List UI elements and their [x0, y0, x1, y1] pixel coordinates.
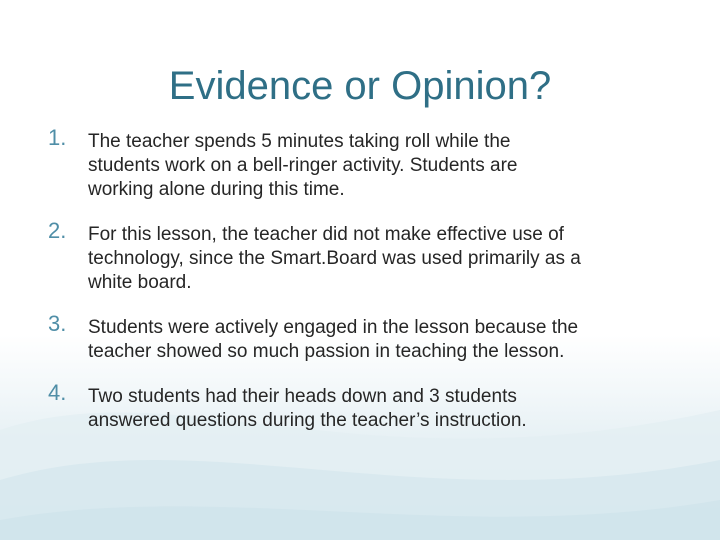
item-number: 2. [48, 218, 67, 243]
item-text [88, 223, 678, 295]
item-text-line: Students were actively engaged in the lesson because the [88, 317, 579, 338]
item-text [88, 130, 678, 202]
item-text-line: white board. [88, 272, 192, 293]
question-list [48, 125, 678, 454]
list-item [48, 311, 678, 364]
item-text-line: answered questions during the teacher’s instruction. [88, 410, 527, 431]
item-text-line: working alone during this time. [88, 179, 345, 200]
item-text-line: Two students had their heads down and 3 students [88, 386, 517, 407]
item-text-line: For this lesson, the teacher did not make effective use of [88, 224, 564, 245]
item-text-line: technology, since the Smart.Board was used primarily as a [88, 248, 581, 269]
item-number: 3. [48, 311, 67, 336]
item-text-line: The teacher spends 5 minutes taking roll while the [88, 131, 511, 152]
list-item [48, 380, 678, 433]
item-number: 1. [48, 125, 67, 150]
item-text [88, 316, 678, 364]
list-item [48, 125, 678, 202]
item-text [88, 385, 678, 433]
slide-title: Evidence or Opinion? [168, 64, 552, 108]
item-number: 4. [48, 380, 67, 405]
item-text-line: teacher showed so much passion in teaching the lesson. [88, 341, 565, 362]
list-item [48, 218, 678, 295]
item-text-line: students work on a bell-ringer activity. Students are [88, 155, 518, 176]
